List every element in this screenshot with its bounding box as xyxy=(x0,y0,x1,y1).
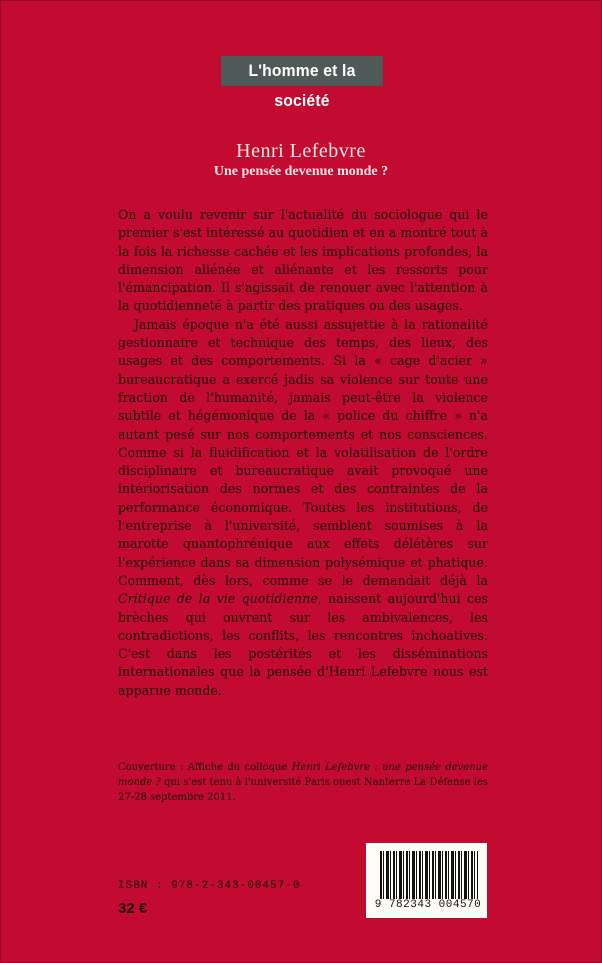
barcode-number: 9 782343 004570 xyxy=(374,899,482,911)
cover-caption xyxy=(118,760,488,805)
book-subtitle: Une pensée devenue monde ? xyxy=(213,164,389,179)
barcode-bars xyxy=(380,851,478,899)
blurb-text: Jamais époque n'a été aussi assujettie à la rationalité gestionnaire et technique des temps, des lieux, des usages et des comportements. Si la « cage d'acier » bureaucratique a exercé jadis sa violence sur toute une fraction de l'humanité, jamais peut-être la violence subtile et hégémonique de la « police du chiffre » n'a autant pesé sur nos comportements et nos consciences. Comme si la fluidification et la volatilisation de l'ordre disciplinaire et bureaucratique avait provoqué une intériorisation des normes et des contraintes de la performance économique. Toutes les institutions, de l'entreprise à l'université, semblent soumises à la marotte quantophrénique aux effets délétères sur l'expérience dans sa dimension polysémique et phatique. Comment, dès lors, comme se le demandait déjà la xyxy=(118,316,488,588)
caption-text: Couverture : Affiche du colloque xyxy=(118,762,292,773)
caption-text: qui s'est tenu à l'université Paris ouest Nanterre La Défense les 27-28 septembre 2011. xyxy=(118,777,488,803)
caption-italic: Henri Lefebvre : une pensée devenue monde ? xyxy=(118,762,488,788)
price: 32 € xyxy=(118,900,148,917)
blurb-book-reference: Critique de la vie quotidienne xyxy=(118,591,318,607)
barcode xyxy=(366,843,487,918)
blurb-paragraph-1: On a voulu revenir sur l'actualité du sociologue qui le premier s'est intéressé au quotidien et en a montré tout à la fois la richesse cachée et les implications profondes, la dimension aliénée et aliénante et les ressorts pour l'émancipation. Il s'agissait de renouer avec l'attention à la quotidienneté à partir des pratiques ou des usages. xyxy=(118,207,488,314)
blurb xyxy=(118,206,488,700)
isbn: ISBN : 978-2-343-00457-0 xyxy=(118,880,301,892)
series-label: L'homme et la société xyxy=(221,56,383,86)
blurb-paragraph-2 xyxy=(118,316,488,700)
blurb-text: , naissent aujourd'hui ces brèches qui ouvrent sur les ambivalences, les contradictions, les conflits, les rencontres inchoatives. C'est dans les postérités et les disséminations internationales que la pensée d'Henri Lefebvre nous est apparue monde. xyxy=(118,591,488,698)
book-title: Henri Lefebvre xyxy=(236,140,366,162)
